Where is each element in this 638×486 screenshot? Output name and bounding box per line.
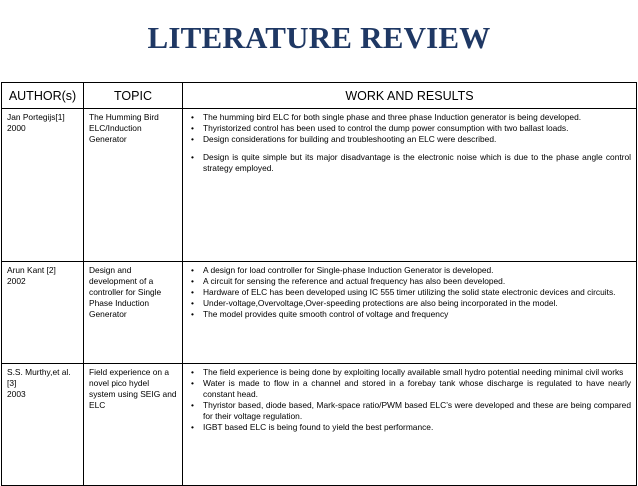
result-item: • The field experience is being done by exploiting locally available small hydro potential needing minimal civil works bbox=[188, 367, 631, 378]
table-row bbox=[2, 364, 637, 486]
author-year: 2000 bbox=[7, 123, 26, 134]
table-row bbox=[2, 109, 637, 262]
author-name: S.S. Murthy,et al. bbox=[7, 367, 71, 377]
author-year: 2002 bbox=[7, 276, 26, 287]
author-cell bbox=[2, 262, 84, 364]
result-item: • Under-voltage,Overvoltage,Over-speeding protections are also being incorporated in the model. bbox=[188, 298, 631, 309]
results-cell bbox=[183, 262, 637, 364]
results-list bbox=[188, 265, 631, 320]
author-name: Arun Kant [2] bbox=[7, 265, 56, 275]
result-item: • A circuit for sensing the reference and actual frequency has also been developed. bbox=[188, 276, 631, 287]
topic-cell: Design and development of a controller for Single Phase Induction Generator bbox=[84, 262, 183, 364]
result-item: • Hardware of ELC has been developed using IC 555 timer utilizing the solid state electronic devices and circuits. bbox=[188, 287, 631, 298]
literature-table bbox=[1, 82, 637, 486]
author-year: 2003 bbox=[7, 389, 26, 400]
author-ref: [3] bbox=[7, 378, 17, 389]
result-item: • Design is quite simple but its major disadvantage is the electronic noise which is due to the phase angle control strategy employed. bbox=[188, 152, 631, 174]
result-item: • Design considerations for building and troubleshooting an ELC were described. bbox=[188, 134, 631, 145]
result-item: • The model provides quite smooth control of voltage and frequency bbox=[188, 309, 631, 320]
results-cell bbox=[183, 109, 637, 262]
topic-cell: The Humming Bird ELC/Induction Generator bbox=[84, 109, 183, 262]
table-header-row bbox=[2, 83, 637, 109]
result-item: • Thyristorized control has been used to control the dump power consumption with two ballast loads. bbox=[188, 123, 631, 134]
result-item: • Water is made to flow in a channel and stored in a forebay tank whose discharge is regulated to have nearly constant head. bbox=[188, 378, 631, 400]
results-list bbox=[188, 367, 631, 434]
header-topic: TOPIC bbox=[84, 83, 183, 109]
header-author: AUTHOR(s) bbox=[2, 83, 84, 109]
result-item: • A design for load controller for Single-phase Induction Generator is developed. bbox=[188, 265, 631, 276]
results-list bbox=[188, 112, 631, 174]
topic-cell: Field experience on a novel pico hydel system using SEIG and ELC bbox=[84, 364, 183, 486]
author-name: Jan Portegijs[1] bbox=[7, 112, 65, 122]
results-cell bbox=[183, 364, 637, 486]
table-row bbox=[2, 262, 637, 364]
result-item: • Thyristor based, diode based, Mark-space ratio/PWM based ELC’s were developed and these are being compared for their voltage regulation. bbox=[188, 400, 631, 422]
author-cell bbox=[2, 364, 84, 486]
page-title: LITERATURE REVIEW bbox=[147, 20, 491, 55]
result-item: • The humming bird ELC for both single phase and three phase Induction generator is being developed. bbox=[188, 112, 631, 123]
author-cell bbox=[2, 109, 84, 262]
header-work-results: WORK AND RESULTS bbox=[183, 83, 637, 109]
result-item: • IGBT based ELC is being found to yield the best performance. bbox=[188, 422, 631, 433]
